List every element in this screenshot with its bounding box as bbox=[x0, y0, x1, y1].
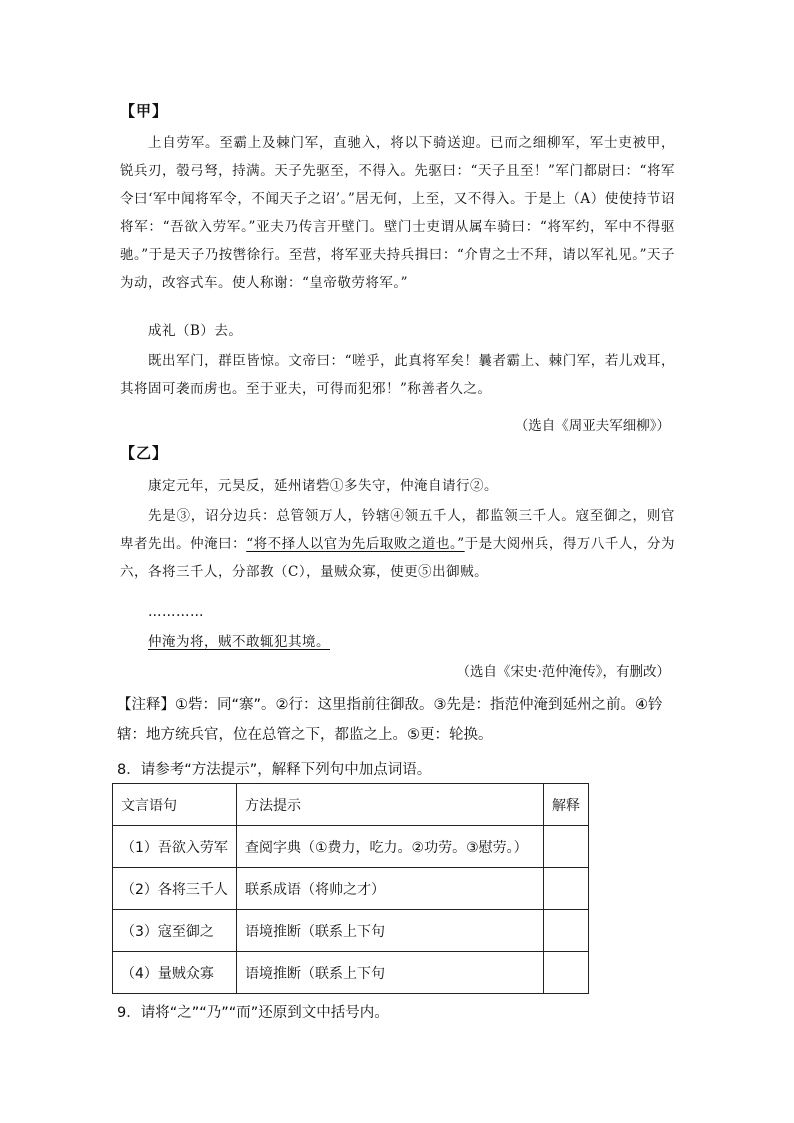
answer-cell[interactable] bbox=[544, 910, 589, 952]
table-header-row bbox=[113, 784, 589, 826]
table-header-cell: 文言语句 bbox=[113, 784, 237, 826]
sentence-cell: （3）寇至御之 bbox=[113, 910, 237, 952]
section-heading-jia: 【甲】 bbox=[120, 102, 169, 120]
section-heading-yi: 【乙】 bbox=[120, 444, 169, 462]
sentence-cell: （2）各将三千人 bbox=[113, 868, 237, 910]
underlined-quote: “将不择人以官为先后取败之道也。” bbox=[246, 536, 465, 552]
answer-cell[interactable] bbox=[544, 868, 589, 910]
jia-paragraph-1: 上自劳军。至霸上及棘门军，直驰入，将以下骑送迎。已而之细柳军，军士吏被甲，锐兵刃，彀弓弩，持满。天子先驱至，不得入。先驱曰：“天子且至！”军门都尉曰：“将军令曰‘军中闻将军令，不闻天子之诏’。”居无何，上至，又不得入。于是上（A）使使持节诏将军：“吾欲入劳军。”亚夫乃传言开壁门。壁门士吏谓从属车骑曰：“将军约，军中不得驱驰。”于是天子乃按辔徐行。至营，将军亚夫持兵揖曰：“介胄之士不拜，请以军礼见。”天子为动，改容式车。使人称谢：“皇帝敬劳将军。” bbox=[120, 135, 675, 291]
ellipsis: ………… bbox=[148, 604, 204, 620]
yi-paragraph-2-end: 于是大阅州兵，得万八千人，分为六，各将三千人，分部教（C），量贼众寡，使更⑤出御贼。 bbox=[120, 536, 676, 580]
table-header-cell: 解释 bbox=[544, 784, 589, 826]
jia-paragraph-2: 成礼（B）去。 bbox=[148, 323, 243, 339]
method-cell: 查阅字典（①费力，吃力。②功劳。③慰劳。） bbox=[237, 826, 544, 868]
yi-paragraph-2-start: 先是③，诏分边兵：总管领万人，钤辖④领五千人，都监领三千人。寇至御之，则官卑者先出。仲淹曰： bbox=[120, 508, 675, 552]
table-row bbox=[113, 826, 589, 868]
table-row bbox=[113, 910, 589, 952]
answer-cell[interactable] bbox=[544, 952, 589, 994]
method-cell: 联系成语（将帅之才） bbox=[237, 868, 544, 910]
jia-paragraph-3: 既出军门，群臣皆惊。文帝曰：“嗟乎，此真将军矣！曩者霸上、棘门军，若儿戏耳，其将固可袭而虏也。至于亚夫，可得而犯邪！”称善者久之。 bbox=[120, 353, 675, 397]
annotations: 【注释】①砦：同“寨”。②行：这里指前往御敌。③先是：指范仲淹到延州之前。④钤辖：地方统兵官，位在总管之下，都监之上。⑤更：轮换。 bbox=[117, 697, 663, 743]
underlined-sentence: 仲淹为将，贼不敢辄犯其境。 bbox=[148, 634, 330, 650]
table-row bbox=[113, 952, 589, 994]
jia-source: （选自《周亚夫军细柳》） bbox=[514, 418, 670, 434]
yi-paragraph-1: 康定元年，元昊反，延州诸砦①多失守，仲淹自请行②。 bbox=[148, 478, 498, 494]
yi-paragraph-3 bbox=[120, 628, 675, 656]
answer-cell[interactable] bbox=[544, 826, 589, 868]
sentence-cell: （4）量贼众寡 bbox=[113, 952, 237, 994]
sentence-cell: （1）吾欲入劳军 bbox=[113, 826, 237, 868]
yi-source: （选自《宋史·范仲淹传》，有删改） bbox=[456, 664, 670, 680]
method-cell: 语境推断（联系上下句 bbox=[237, 910, 544, 952]
table-row bbox=[113, 868, 589, 910]
table-header-cell: 方法提示 bbox=[237, 784, 544, 826]
yi-paragraph-2 bbox=[120, 502, 675, 586]
method-cell: 语境推断（联系上下句 bbox=[237, 952, 544, 994]
question-8: 8．请参考“方法提示”，解释下列句中加点词语。 bbox=[117, 762, 432, 778]
method-table bbox=[112, 783, 589, 994]
question-9: 9．请将“之”“乃”“而”还原到文中括号内。 bbox=[117, 1005, 389, 1021]
